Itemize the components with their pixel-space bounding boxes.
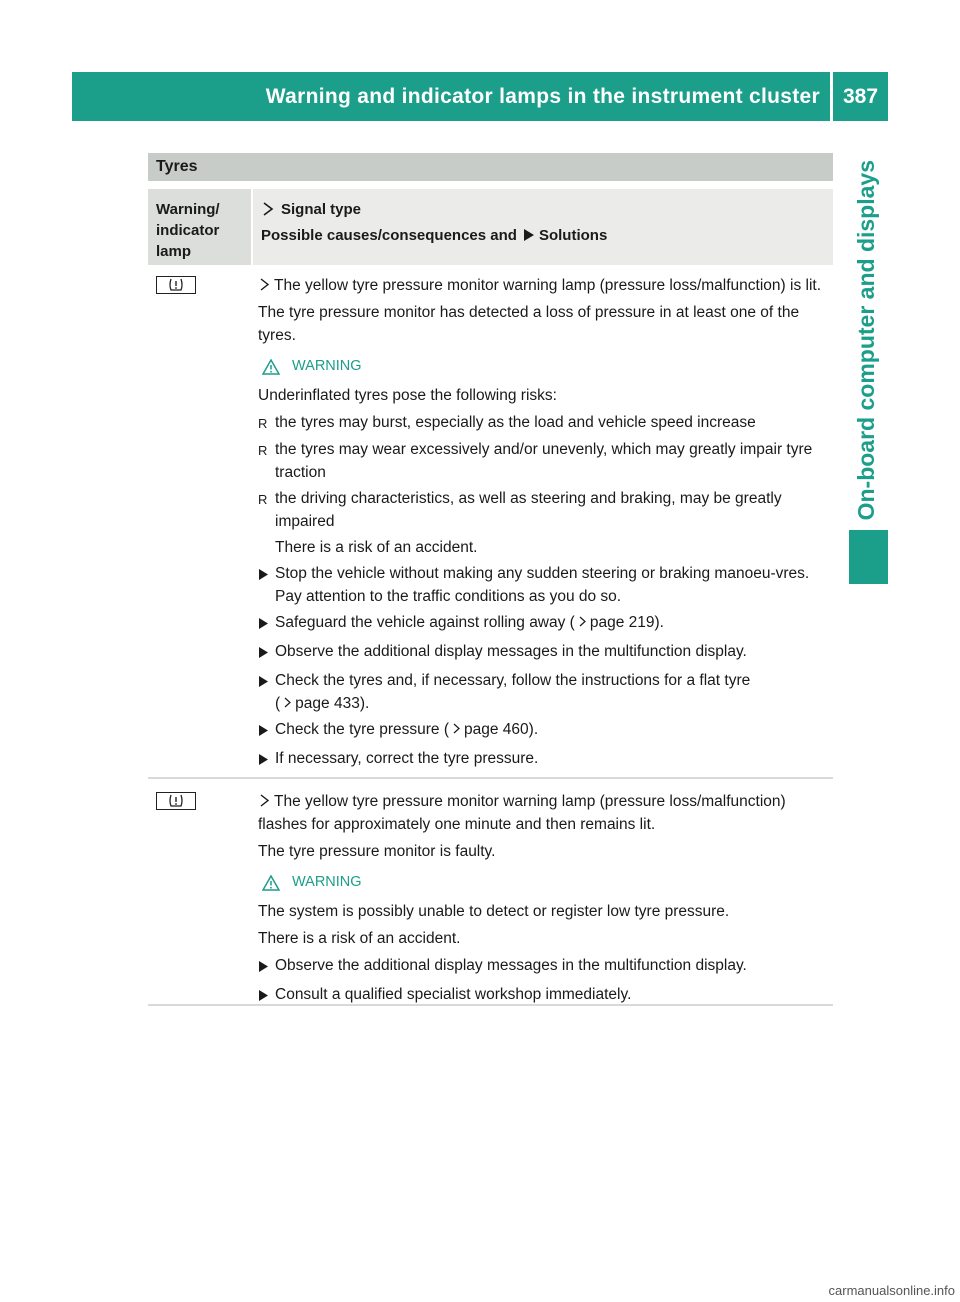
column-header-signal-type: Signal type: [281, 200, 362, 218]
column-header-lamp-line3: lamp: [156, 243, 192, 260]
column-header-solutions: Solutions: [538, 226, 608, 244]
warning-triangle-icon: [262, 875, 280, 891]
action-arrow-icon: [258, 989, 269, 1002]
signal-arrow-icon: [258, 794, 270, 807]
list-item: Safeguard the vehicle against rolling away ( page 219).: [258, 611, 828, 637]
bullet-icon: R: [258, 443, 268, 458]
warning-label: WARNING: [292, 874, 362, 890]
watermark: carmanualsonline.info: [828, 1283, 955, 1298]
action-arrow-icon: [258, 960, 269, 973]
warning-label: WARNING: [292, 358, 362, 374]
side-tab: [846, 160, 886, 580]
warning-text: The system is possibly unable to detect or register low tyre pressure.: [258, 903, 730, 920]
list-item: Observe the additional display messages in the multifunction display.: [258, 954, 828, 980]
column-header-description: [253, 189, 833, 265]
chapter-title: Warning and indicator lamps in the instrument cluster: [265, 84, 820, 108]
list-item: R the tyres may burst, especially as the load and vehicle speed increase: [258, 411, 828, 435]
column-header-lamp-line1: Warning/: [156, 201, 220, 218]
section-title-bar: [148, 153, 833, 181]
list-item: Check the tyre pressure ( page 460).: [258, 718, 828, 744]
table-header: [148, 189, 833, 265]
list-item: Observe the additional display messages in the multifunction display.: [258, 640, 828, 666]
column-header-lamp-line2: indicator: [156, 222, 220, 239]
list-item: R the driving characteristics, as well as steering and braking, may be greatly impaired: [258, 487, 828, 533]
page-number: 387: [842, 84, 879, 108]
row-content: [258, 274, 828, 776]
section-title: Tyres: [156, 158, 198, 175]
cause-text: The tyre pressure monitor has detected a loss of pressure in at least one of the tyres.: [258, 304, 800, 344]
page-reference-icon: [578, 616, 587, 627]
signal-arrow-icon: [261, 202, 275, 216]
action-arrow-icon: [258, 568, 269, 581]
page-reference-icon: [452, 723, 461, 734]
tyre-pressure-icon: [156, 276, 196, 294]
action-arrow-icon: [523, 228, 535, 242]
bullet-icon: R: [258, 492, 268, 507]
tyre-pressure-icon: [156, 792, 196, 810]
warning-heading: [262, 355, 828, 378]
side-tab-marker: [849, 530, 888, 584]
action-arrow-icon: [258, 646, 269, 659]
action-arrow-icon: [258, 617, 269, 630]
row-content: [258, 790, 828, 1012]
list-item: Stop the vehicle without making any sudden steering or braking manoeu-vres. Pay attention to the traffic conditions as you do so.: [258, 562, 828, 608]
list-item: If necessary, correct the tyre pressure.: [258, 747, 828, 773]
list-item: R the tyres may wear excessively and/or unevenly, which may greatly impair tyre traction: [258, 438, 828, 484]
table-row: [148, 782, 833, 1006]
cause-text: The tyre pressure monitor is faulty.: [258, 843, 496, 860]
bullet-icon: R: [258, 416, 268, 431]
accident-note: There is a risk of an accident.: [258, 930, 461, 947]
page-reference-link[interactable]: page 219).: [589, 614, 664, 631]
action-arrow-icon: [258, 675, 269, 688]
page-reference-link[interactable]: page 460).: [464, 721, 539, 738]
action-arrow-icon: [258, 724, 269, 737]
signal-text: The yellow tyre pressure monitor warning lamp (pressure loss/malfunction) is lit.: [274, 277, 822, 294]
list-item: Check the tyres and, if necessary, follow the instructions for a flat tyre ( page 433).: [258, 669, 828, 715]
list-item: Consult a qualified specialist workshop immediately.: [258, 983, 828, 1009]
warning-triangle-icon: [262, 359, 280, 375]
page-header: [72, 72, 888, 121]
page-reference-icon: [283, 697, 292, 708]
table-row: [148, 266, 833, 779]
warning-heading: [262, 871, 828, 894]
side-tab-label: On-board computer and displays: [852, 160, 879, 521]
page-reference-link[interactable]: page 433).: [295, 695, 370, 712]
column-header-causes: Possible causes/consequences and: [261, 226, 517, 244]
action-arrow-icon: [258, 753, 269, 766]
accident-note: There is a risk of an accident.: [275, 539, 478, 556]
signal-text: The yellow tyre pressure monitor warning lamp (pressure loss/malfunction) flashes for approximately one minute and then remains lit.: [258, 793, 786, 833]
risk-intro: Underinflated tyres pose the following risks:: [258, 387, 557, 404]
column-header-lamp: [148, 189, 251, 265]
signal-arrow-icon: [258, 278, 270, 291]
